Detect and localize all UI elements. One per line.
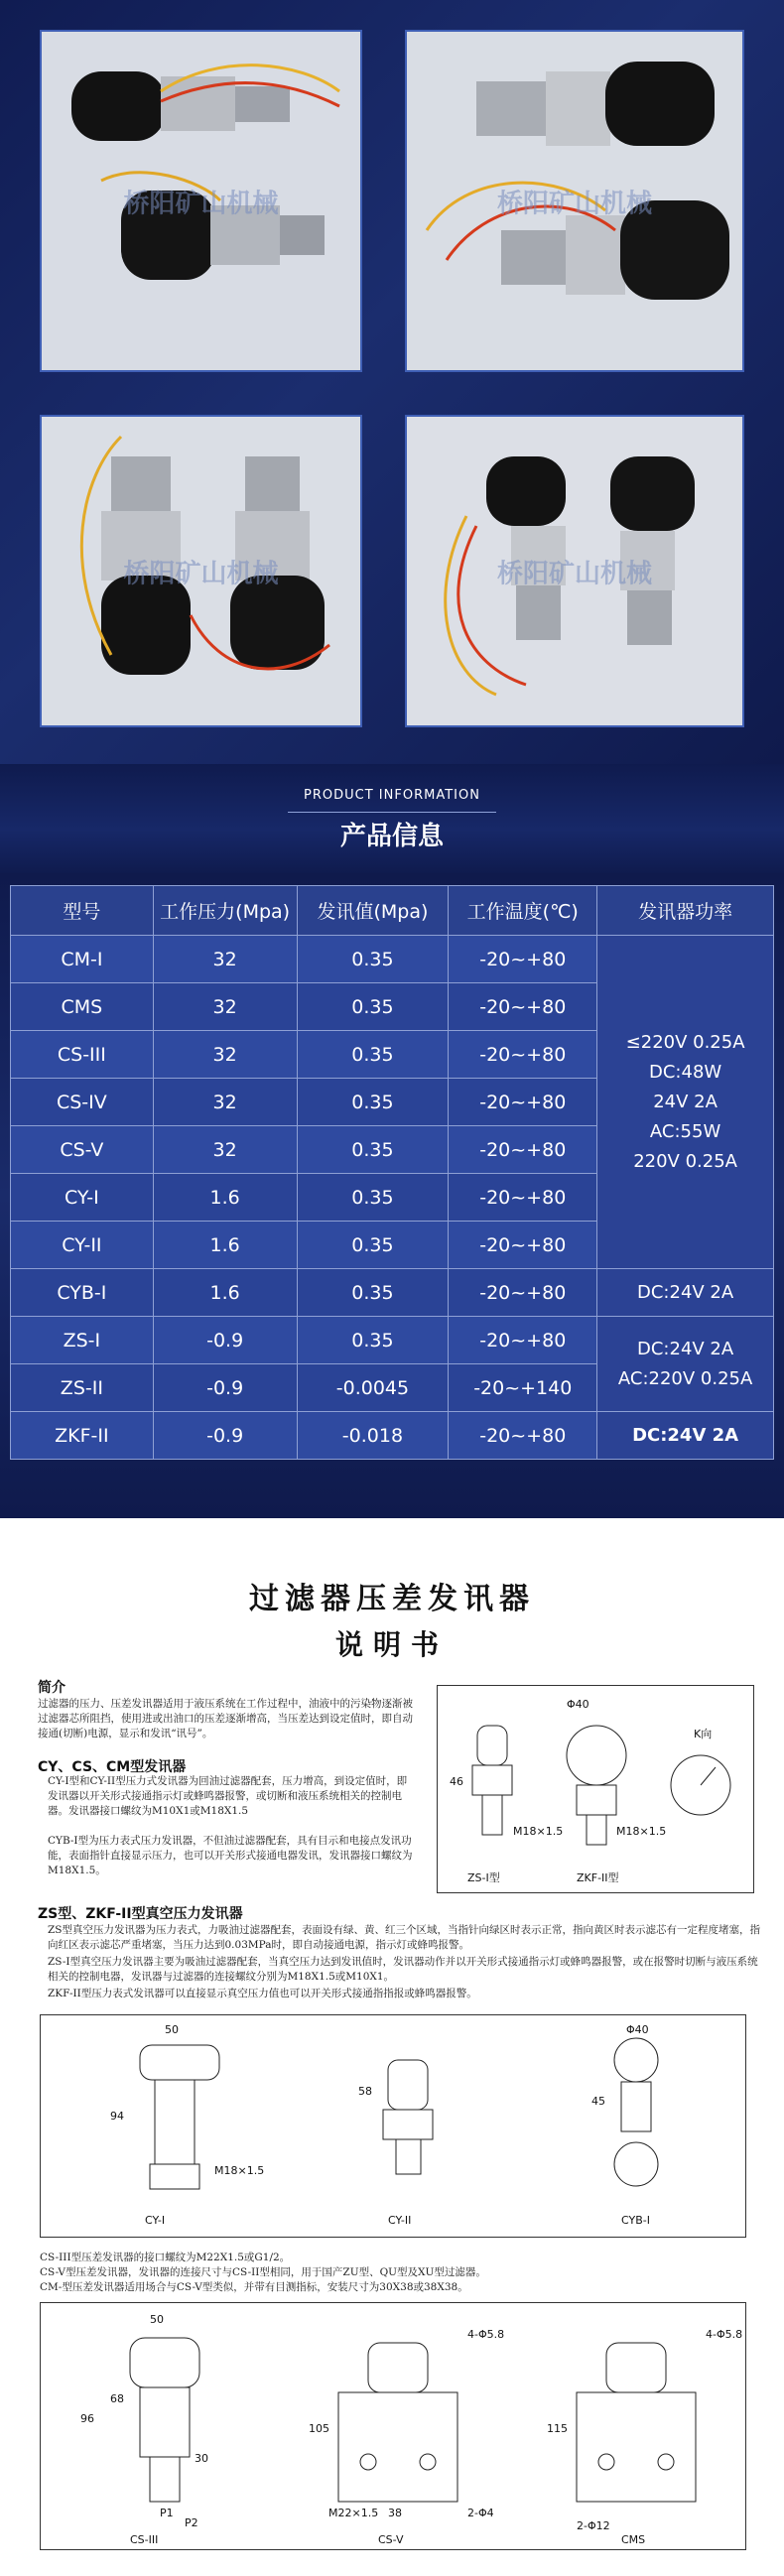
- manual-title: 过滤器压差发讯器: [249, 1582, 535, 1616]
- header-signal-value: 发讯值(Mpa): [297, 886, 449, 936]
- dim-label: 46: [450, 1775, 463, 1788]
- dim-label: M18×1.5: [616, 1825, 667, 1838]
- spec-table-header-row: [11, 886, 774, 936]
- product-info-zh-title: 产品信息: [339, 822, 444, 851]
- product-photo-section: [0, 0, 784, 764]
- product-photo-4: [405, 415, 744, 727]
- cell-temperature: -20~+80: [449, 1031, 597, 1079]
- drawing-zs-zkf: [437, 1685, 754, 1893]
- cell-model: ZS-I: [11, 1317, 154, 1364]
- cell-temperature: -20~+80: [449, 1222, 597, 1269]
- intro-text: 过滤器的压力、压差发讯器适用于液压系统在工作过程中，油液中的污染物逐渐被过滤器芯所阻挡，使用进或出油口的压差逐渐增高，当压差达到设定值时，即自动接通(切断)电源，显示和发讯“讯号”。: [38, 1698, 413, 1739]
- header-pressure: 工作压力(Mpa): [153, 886, 297, 936]
- spec-section: [0, 873, 784, 1518]
- drawing-cs: [40, 2302, 746, 2550]
- cy-text: CY-I型和CY-II型压力式发讯器为回油过滤器配套，压力增高，到设定值时，即发讯器以开关形式接通指示灯或蜂鸣器报警，或切断和液压系统相关的控制电器。发讯器接口螺纹为M10X1或M18X1.5: [48, 1775, 408, 1817]
- power-line: AC:55W: [649, 1120, 721, 1142]
- dim-label: M22×1.5: [328, 2507, 379, 2519]
- dim-label: 96: [80, 2412, 94, 2425]
- dim-label: 30: [195, 2452, 208, 2465]
- dim-label: 50: [150, 2313, 164, 2326]
- cell-signal: 0.35: [297, 1317, 449, 1364]
- power-line: 220V 0.25A: [633, 1150, 737, 1172]
- dim-label: 2-Φ12: [577, 2519, 610, 2532]
- product-info-en-title: PRODUCT INFORMATION: [304, 788, 480, 803]
- cell-temperature: -20~+80: [449, 1269, 597, 1317]
- intro-heading: 简介: [38, 1680, 65, 1696]
- power-line: DC:24V 2A: [637, 1338, 734, 1359]
- dim-label: K向: [694, 1728, 713, 1740]
- manual-subtitle: 说明书: [334, 1628, 449, 1661]
- cell-temperature: -20~+80: [449, 1174, 597, 1222]
- dim-label: Φ40: [626, 2023, 649, 2036]
- cell-signal: 0.35: [297, 1031, 449, 1079]
- cell-power-group-3: [597, 1317, 774, 1412]
- dim-label: 4-Φ5.8: [706, 2328, 743, 2341]
- dim-label: 38: [388, 2507, 402, 2519]
- dim-label: M18×1.5: [513, 1825, 564, 1838]
- cell-pressure: 1.6: [153, 1174, 297, 1222]
- photo-watermark: 桥阳矿山机械: [123, 559, 279, 588]
- cell-pressure: -0.9: [153, 1364, 297, 1412]
- manual-section: [0, 1518, 784, 2576]
- cell-temperature: -20~+80: [449, 1126, 597, 1174]
- cell-signal: 0.35: [297, 936, 449, 983]
- cell-model: ZKF-II: [11, 1412, 154, 1460]
- cell-temperature: -20~+140: [449, 1364, 597, 1412]
- product-photo-2: [405, 30, 744, 372]
- power-line: AC:220V 0.25A: [617, 1367, 753, 1389]
- power-line: 24V 2A: [653, 1091, 718, 1112]
- drawing-caption: CS-V: [378, 2533, 404, 2546]
- cell-power-group-1: [597, 936, 774, 1269]
- cell-pressure: 1.6: [153, 1222, 297, 1269]
- cell-pressure: 32: [153, 1031, 297, 1079]
- table-row: [11, 1317, 774, 1364]
- cell-power-group-4: DC:24V 2A: [597, 1412, 774, 1460]
- photo-watermark: 桥阳矿山机械: [496, 559, 653, 588]
- cell-temperature: -20~+80: [449, 1079, 597, 1126]
- cell-pressure: 32: [153, 1079, 297, 1126]
- drawing-caption: CS-III: [130, 2533, 159, 2546]
- cell-signal: 0.35: [297, 983, 449, 1031]
- dim-label: 58: [358, 2085, 372, 2098]
- header-model: 型号: [11, 886, 154, 936]
- cell-signal: 0.35: [297, 1269, 449, 1317]
- cell-model: CM-I: [11, 936, 154, 983]
- cell-power-group-2: DC:24V 2A: [597, 1269, 774, 1317]
- cell-pressure: 1.6: [153, 1269, 297, 1317]
- dim-label: 4-Φ5.8: [467, 2328, 505, 2341]
- cs-text-1: CS-III型压差发讯器的接口螺纹为M22X1.5或G1/2。: [40, 2252, 291, 2263]
- drawing-caption: CY-II: [388, 2214, 412, 2227]
- cell-pressure: -0.9: [153, 1412, 297, 1460]
- cell-model: CS-IV: [11, 1079, 154, 1126]
- cell-pressure: 32: [153, 983, 297, 1031]
- dim-label: 50: [165, 2023, 179, 2036]
- cell-temperature: -20~+80: [449, 1317, 597, 1364]
- cell-pressure: 32: [153, 936, 297, 983]
- dim-label: P2: [185, 2516, 198, 2529]
- zs1-text: ZS-I型真空压力发讯器主要为吸油过滤器配套，当真空压力达到发讯值时，发讯器动作并以开关形式接通指示灯或蜂鸣器报警，或在报警时切断与液压系统相关的控制电器，发讯器与过滤器的连接螺纹分别为M18X1.5或M10X1。: [48, 1956, 758, 1983]
- dim-label: 45: [591, 2095, 605, 2108]
- header-temperature: 工作温度(℃): [449, 886, 597, 936]
- dim-label: M18×1.5: [214, 2164, 265, 2177]
- cell-model: CS-V: [11, 1126, 154, 1174]
- product-photo-1: [40, 30, 362, 372]
- cy-heading: CY、CS、CM型发讯器: [38, 1759, 187, 1775]
- cell-signal: 0.35: [297, 1174, 449, 1222]
- cell-signal: 0.35: [297, 1222, 449, 1269]
- cell-pressure: 32: [153, 1126, 297, 1174]
- cell-signal: -0.018: [297, 1412, 449, 1460]
- cs-text-2: CS-V型压差发讯器，发讯器的连接尺寸与CS-II型相同，用于国产ZU型、QU型及XU型过滤器。: [40, 2266, 486, 2278]
- zs-heading: ZS型、ZKF-II型真空压力发讯器: [38, 1906, 243, 1922]
- table-row: [11, 1412, 774, 1460]
- drawing-caption: ZKF-II型: [577, 1871, 619, 1884]
- cell-signal: -0.0045: [297, 1364, 449, 1412]
- header-divider: [288, 812, 496, 813]
- product-photo-3: [40, 415, 362, 727]
- dim-label: 68: [110, 2392, 124, 2405]
- table-row: [11, 936, 774, 983]
- photo-watermark: 桥阳矿山机械: [123, 189, 279, 218]
- cell-model: CYB-I: [11, 1269, 154, 1317]
- dim-label: 115: [547, 2422, 568, 2435]
- cell-model: ZS-II: [11, 1364, 154, 1412]
- power-line: ≤220V 0.25A: [625, 1031, 745, 1053]
- cyb-text: CYB-I型为压力表式压力发讯器，不但油过滤器配套，具有目示和电接点发讯功能，表面指针直接显示压力，也可以开关形式接通电器发讯，发讯器接口螺纹为M18X1.5。: [48, 1835, 413, 1876]
- drawing-caption: CY-I: [145, 2214, 166, 2227]
- dim-label: 2-Φ4: [467, 2507, 494, 2519]
- cell-temperature: -20~+80: [449, 983, 597, 1031]
- dim-label: 105: [309, 2422, 329, 2435]
- cs-text-3: CM-型压差发讯器适用场合与CS-V型类似，并带有目测指标，安装尺寸为30X38或38X38。: [40, 2281, 468, 2293]
- cell-temperature: -20~+80: [449, 936, 597, 983]
- header-power: 发讯器功率: [597, 886, 774, 936]
- cell-model: CMS: [11, 983, 154, 1031]
- cell-model: CY-I: [11, 1174, 154, 1222]
- cell-pressure: -0.9: [153, 1317, 297, 1364]
- cell-model: CY-II: [11, 1222, 154, 1269]
- cell-model: CS-III: [11, 1031, 154, 1079]
- cell-signal: 0.35: [297, 1126, 449, 1174]
- zkf-text: ZKF-II型压力表式发讯器可以直接显示真空压力值也可以开关形式接通指指报或蜂鸣器报警。: [48, 1988, 477, 1999]
- drawing-cy: [40, 2014, 746, 2238]
- dim-label: Φ40: [567, 1698, 589, 1711]
- drawing-caption: ZS-I型: [467, 1871, 500, 1884]
- cell-temperature: -20~+80: [449, 1412, 597, 1460]
- photo-watermark: 桥阳矿山机械: [496, 189, 653, 218]
- drawing-caption: CYB-I: [621, 2214, 650, 2227]
- dim-label: P1: [160, 2507, 174, 2519]
- technical-drawing: [438, 1686, 755, 1894]
- product-info-header: [0, 764, 784, 873]
- cell-signal: 0.35: [297, 1079, 449, 1126]
- table-row: [11, 1269, 774, 1317]
- spec-table: [10, 885, 774, 1460]
- technical-drawing: [41, 2015, 747, 2239]
- dim-label: 94: [110, 2110, 124, 2123]
- power-line: DC:48W: [649, 1061, 722, 1083]
- drawing-caption: CMS: [621, 2533, 646, 2546]
- zs-text: ZS型真空压力发讯器为压力表式，力吸油过滤器配套，表面设有绿、黄、红三个区域，当指针向绿区时表示正常，指向黄区时表示滤芯有一定程度堵塞，指向红区表示滤芯严重堵塞，当压力达到0.03MPa时，即自动接通电源，指示灯或蜂鸣报警。: [48, 1924, 760, 1951]
